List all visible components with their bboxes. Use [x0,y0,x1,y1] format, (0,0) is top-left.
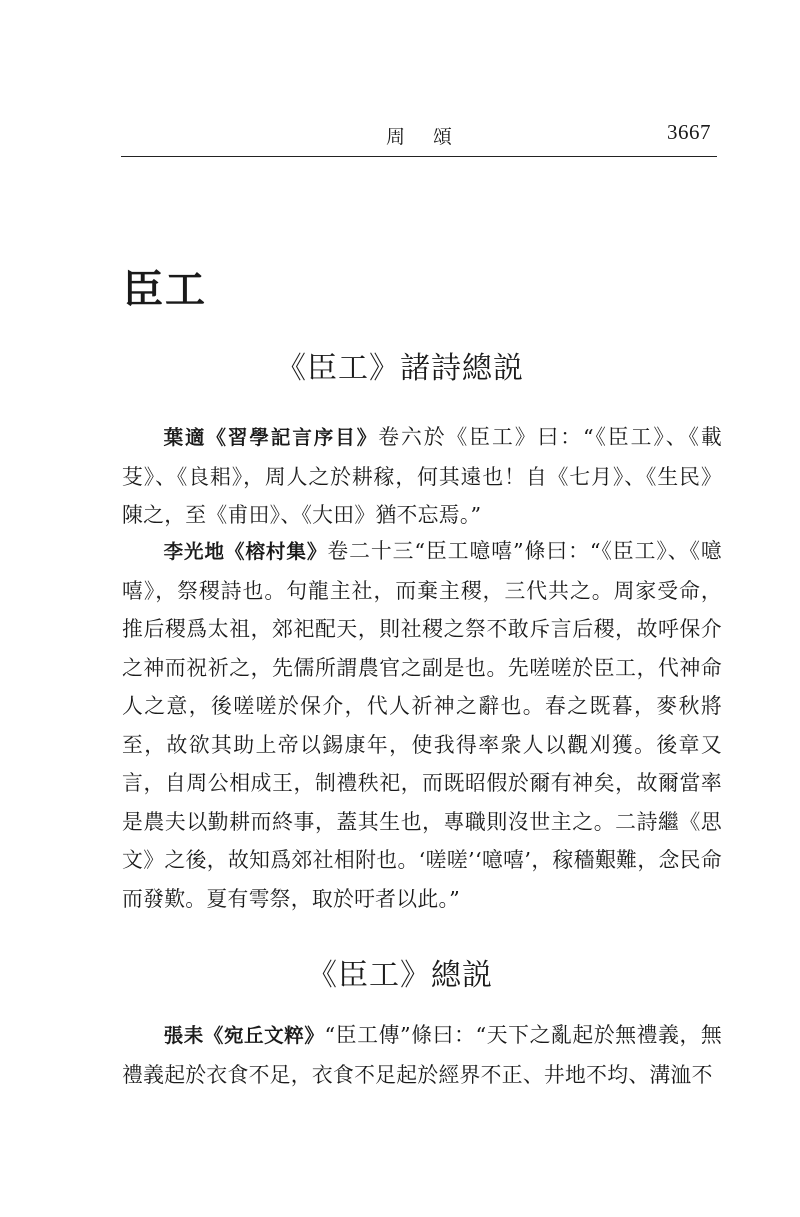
paragraph-zhanglei [122,1016,722,1094]
author-source: 張耒《宛丘文粹》 [163,1024,325,1047]
running-title: 周頌 [385,126,480,148]
page-header [121,120,717,157]
paragraph-text: “臣工傳”條曰：“天下之亂起於無禮義，無禮義起於衣食不足，衣食不足起於經界不正、井地不均、溝洫不 [122,1023,722,1087]
paragraph-liguangdi [122,532,722,918]
paragraph-yeshi [122,418,722,535]
author-source: 李光地《榕村集》 [163,540,328,563]
chapter-title: 臣工 [123,267,207,313]
paragraph-text: 卷六於《臣工》曰：“《臣工》、《載芟》、《良耜》，周人之於耕稼，何其遠也！自《七月》、《生民》陳之，至《甫田》、《大田》猶不忘焉。” [122,425,722,527]
section-title-2: 《臣工》總説 [307,958,493,993]
section-title-1: 《臣工》諸詩總説 [276,351,524,386]
paragraph-text: 卷二十三“臣工噫嘻”條曰：“《臣工》、《噫嘻》，祭稷詩也。句龍主社，而棄主稷，三代共之。周家受命，推后稷爲太祖，郊祀配天，則社稷之祭不敢斥言后稷，故呼保介之神而祝祈之，先儒所謂農官之副是也。先嗟嗟於臣工，代神命人之意，後嗟嗟於保介，代人祈神之辭也。春之既暮，麥秋將至，故欲其助上帝以錫康年，使我得率衆人以觀刈獲。後章又言，自周公相成王，制禮秩祀，而既昭假於爾有神矣，故爾當率是農夫以勤耕而終事，蓋其生也，專職則沒世主之。二詩繼《思文》之後，故知爲郊社相附也。‘嗟嗟’‘噫嘻’，稼穡艱難，念民命而發歎。夏有雩祭，取於吁者以此。” [122,539,722,911]
author-source: 葉適《習學記言序目》 [163,426,379,449]
page-number: 3667 [667,120,711,144]
